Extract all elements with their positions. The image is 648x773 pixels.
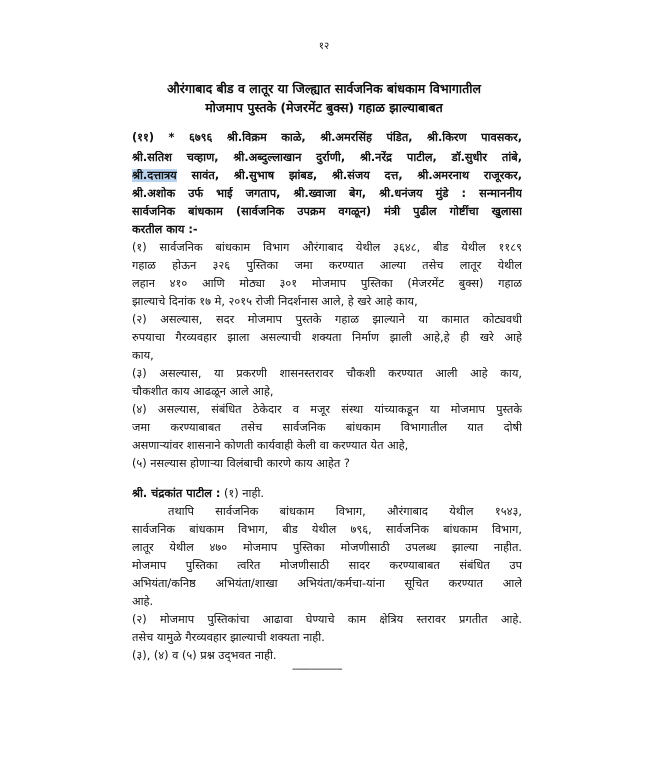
question-line-3 (132, 169, 522, 183)
answer-line: (२) मोजमाप पुस्तिकांचा आढावा घेण्याचे काम क्षेत्रिय स्तरावर प्रगतीत आहे. (132, 613, 522, 626)
point-line: (२) असल्यास, सदर मोजमाप पुस्तके गहाळ झाल्याने या कामात कोट्यवधी (132, 313, 522, 326)
answer-line: लातूर येथील ४७० मोजमाप पुस्तिका मोजणीसाठी उपलब्ध झाल्या नाहीत. (132, 541, 522, 554)
point-line: (४) असल्यास, संबंधित ठेकेदार व मजूर संस्था यांच्याकडून या मोजमाप पुस्तके (132, 403, 522, 416)
end-rule: ------------------- (292, 664, 342, 675)
point-line: गहाळ होऊन ३२६ पुस्तिका जमा करण्यात आल्या तसेच लातूर येथील (132, 259, 522, 272)
answer-line: मोजमाप पुस्तिका त्वरित मोजणीसाठी सादर करण्याबाबत संबंधित उप (132, 559, 522, 572)
point-line: चौकशीत काय आढळून आले आहे, (132, 385, 274, 398)
point-line: लहान ४१० आणि मोठ्या ३०१ मोजमाप पुस्तिका (मेजरमेंट बुक्स) गहाळ (132, 277, 522, 290)
answer-line: तथापि सार्वजनिक बांधकाम विभाग, औरंगाबाद येथील १५४३, (168, 505, 522, 518)
point-line: काय, (132, 349, 154, 362)
answer-first-line (132, 487, 522, 501)
question-line-5: सार्वजनिक बांधकाम (सार्वजनिक उपक्रम वगळून) मंत्री पुढील गोष्टींचा खुलासा (132, 205, 522, 218)
point-line: असणाऱ्यांवर शासनाने कोणती कार्यवाही केली वा करण्यात येत आहे, (132, 439, 409, 452)
point-line: (१) सार्वजनिक बांधकाम विभाग औरंगाबाद येथील ३६४८, बीड येथील ११८९ (132, 241, 522, 254)
highlighted-name: श्री.दत्तात्रय (132, 169, 177, 182)
point-line: रुपयाचा गैरव्यवहार झाला असल्याची शक्यता निर्माण झाली आहे,हे ही खरे आहे (132, 331, 522, 344)
point-line: झाल्याचे दिनांक १७ मे, २०१५ रोजी निदर्शनास आले, हे खरे आहे काय, (132, 295, 418, 308)
answer-first: (१) नाही. (220, 487, 264, 500)
point-line: (३) असल्यास, या प्रकरणी शासनस्तरावर चौकशी करण्यात आली आहे काय, (132, 367, 522, 380)
point-line: जमा करण्याबाबत तसेच सार्वजनिक बांधकाम विभागातील यात दोषी (132, 421, 522, 434)
question-line-2: श्री.सतिश चव्हाण, श्री.अब्दुल्लाखान दुर्राणी, श्री.नरेंद्र पाटील, डॉ.सुधीर तांबे, (132, 151, 522, 164)
point-line: (५) नसल्यास होणाऱ्या विलंबाची कारणे काय आहेत ? (132, 457, 350, 470)
question-line-6: करतील काय :- (132, 223, 198, 236)
answer-line: (३), (४) व (५) प्रश्न उद्‌भवत नाही. (132, 649, 277, 662)
question-line-4: श्री.अशोक उर्फ भाई जगताप, श्री.ख्वाजा बेग, श्री.धनंजय मुंडे : सन्माननीय (132, 187, 522, 200)
answer-line: तसेच यामुळे गैरव्यवहार झाल्याची शक्यता नाही. (132, 631, 325, 644)
answer-line: आहे. (132, 595, 154, 608)
answer-line: अभियंता/कनिष्ठ अभियंता/शाखा अभियंता/कर्मचा-यांना सूचित करण्यात आले (132, 577, 522, 590)
page-title-line-2: मोजमाप पुस्तके (मेजरमेंट बुक्स) गहाळ झाल्याबाबत (205, 100, 443, 115)
answer-speaker: श्री. चंद्रकांत पाटील : (132, 487, 221, 500)
answer-line: सार्वजनिक बांधकाम विभाग, बीड येथील ७९६, सार्वजनिक बांधकाम विभाग, (132, 523, 522, 536)
page-title-line-1: औरंगाबाद बीड व लातूर या जिल्ह्यात सार्वजनिक बांधकाम विभागातील (167, 81, 481, 96)
page-number: १२ (318, 41, 330, 52)
question-line-1: (११) * ६७९६ श्री.विक्रम काळे, श्री.अमरसिंह पंडित, श्री.किरण पावसकर, (132, 131, 522, 144)
question-line-3-rest: सावंत, श्री.सुभाष झांबड, श्री.संजय दत्त, श्री.अमरनाथ राजूरकर, (176, 169, 522, 182)
